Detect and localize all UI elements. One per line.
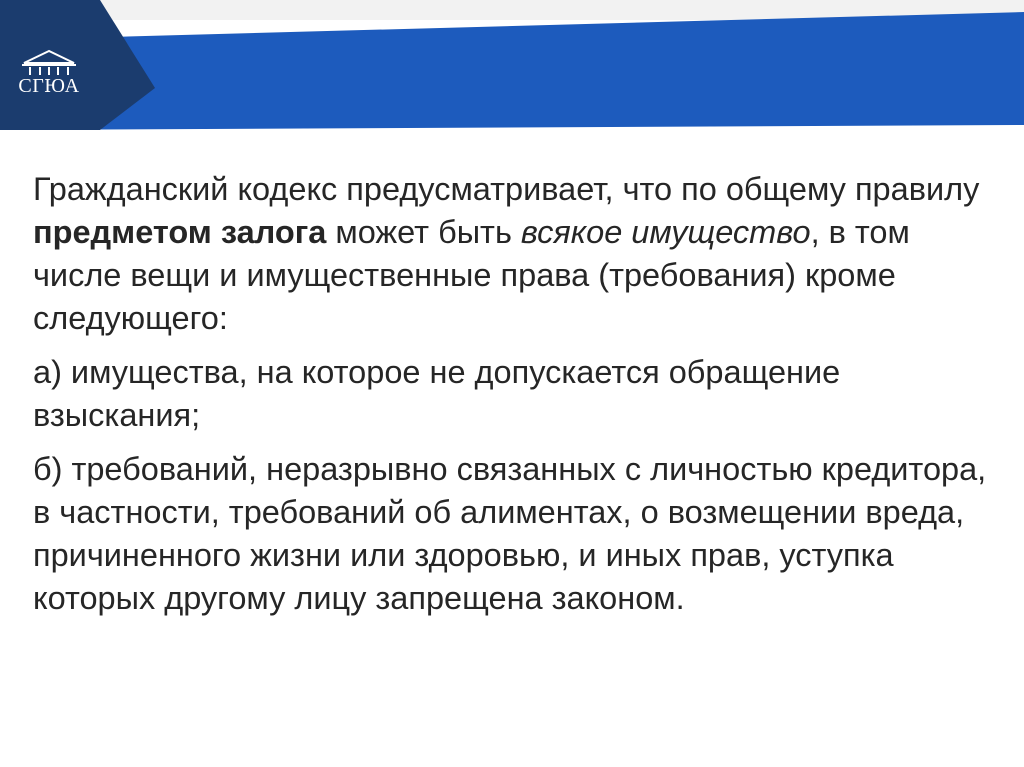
intro-italic-term: всякое имущество [520,214,811,250]
intro-text-2: может быть [326,214,521,250]
intro-bold-term: предметом залога [33,214,327,250]
intro-text-1: Гражданский кодекс предусматривает, что по общему правилу [33,171,980,207]
intro-paragraph [33,168,993,340]
header-banner [0,0,1024,150]
logo-text: СГЮА [18,75,80,97]
intro-text-3: , в том числе вещи и имущественные права (требования) кроме следующего: [33,214,910,336]
slide-content [33,168,993,631]
banner-blue-band [0,12,1024,130]
item-a: а) имущества, на которое не допускается обращение взыскания; [33,354,841,433]
building-icon [18,48,80,78]
university-logo [18,48,80,104]
item-b: б) требований, неразрывно связанных с личностью кредитора, в частности, требований об алиментах, о возмещении вреда, причиненного жизни или здоровью, и иных прав, уступка которых другому лицу запрещена законом. [33,451,987,616]
